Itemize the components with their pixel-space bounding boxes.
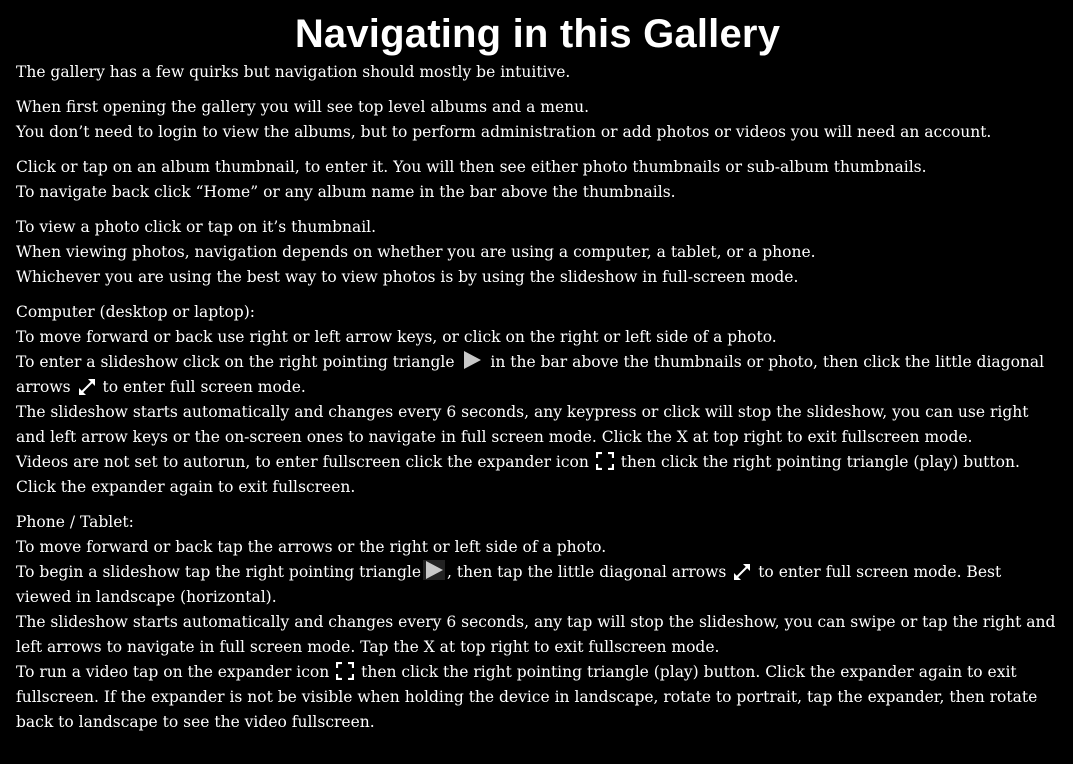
phone-video-text-b: then click the right pointing triangle (play) button. Click the expander again to exit fullscreen. If the expander is not be visible when holding the device in landscape, rotate to portrait, tap the expander, then rotate back to landscape to see the video fullscreen.: [16, 663, 1038, 731]
albums-line-1: Click or tap on an album thumbnail, to enter it. You will then see either photo thumbnails or sub-album thumbnails.: [16, 158, 927, 176]
computer-move-text: To move forward or back use right or left arrow keys, or click on the right or left side of a photo.: [16, 328, 777, 346]
phone-section: [16, 510, 1059, 735]
computer-slideshow-text-c: to enter full screen mode.: [102, 378, 306, 396]
diagonal-arrows-icon: [733, 564, 751, 580]
albums-paragraph: [16, 155, 1059, 205]
photos-line-2: When viewing photos, navigation depends on whether you are using a computer, a tablet, or a phone.: [16, 243, 816, 261]
photos-line-1: To view a photo click or tap on it’s thumbnail.: [16, 218, 377, 236]
expander-icon: [596, 452, 614, 470]
intro-paragraph: The gallery has a few quirks but navigation should mostly be intuitive.: [16, 63, 571, 81]
computer-video-text-a: Videos are not set to autorun, to enter fullscreen click the expander icon: [16, 453, 589, 471]
computer-heading: Computer (desktop or laptop):: [16, 303, 255, 321]
photos-paragraph: [16, 215, 1059, 290]
phone-slideshow-text-b: , then tap the little diagonal arrows: [447, 563, 727, 581]
computer-auto-text: The slideshow starts automatically and changes every 6 seconds, any keypress or click will stop the slideshow, you can use right and left arrow keys or the on-screen ones to navigate in full screen mode. Click the X at top right to exit fullscreen mode.: [16, 403, 1029, 446]
computer-slideshow-text-a: To enter a slideshow click on the right pointing triangle: [16, 353, 455, 371]
phone-video-text-a: To run a video tap on the expander icon: [16, 663, 330, 681]
opening-line-2: You don’t need to login to view the albums, but to perform administration or add photos or videos you will need an account.: [16, 123, 992, 141]
help-page: [0, 8, 1073, 735]
opening-line-1: When first opening the gallery you will see top level albums and a menu.: [16, 98, 590, 116]
phone-slideshow-text-c: to enter full screen mode. Best viewed in landscape (horizontal).: [16, 563, 1002, 606]
play-triangle-icon: [461, 350, 483, 370]
expander-icon: [336, 662, 354, 680]
page-title: Navigating in this Gallery: [294, 12, 781, 56]
play-triangle-icon: [423, 560, 445, 580]
albums-line-2: To navigate back click “Home” or any album name in the bar above the thumbnails.: [16, 183, 676, 201]
photos-line-3: Whichever you are using the best way to view photos is by using the slideshow in full-screen mode.: [16, 268, 799, 286]
phone-auto-text: The slideshow starts automatically and changes every 6 seconds, any tap will stop the slideshow, you can swipe or tap the right and left arrows to navigate in full screen mode. Tap the X at top right to exit fullscreen mode.: [16, 613, 1056, 656]
opening-paragraph: [16, 95, 1059, 145]
computer-section: [16, 300, 1059, 500]
computer-video-text-b: then click the right pointing triangle (play) button. Click the expander again to exit fullscreen.: [16, 453, 1020, 496]
phone-heading: Phone / Tablet:: [16, 513, 134, 531]
computer-slideshow-text-b: in the bar above the thumbnails or photo, then click the little diagonal arrows: [16, 353, 1045, 396]
phone-slideshow-text-a: To begin a slideshow tap the right pointing triangle: [16, 563, 422, 581]
diagonal-arrows-icon: [78, 379, 96, 395]
phone-move-text: To move forward or back tap the arrows or the right or left side of a photo.: [16, 538, 607, 556]
